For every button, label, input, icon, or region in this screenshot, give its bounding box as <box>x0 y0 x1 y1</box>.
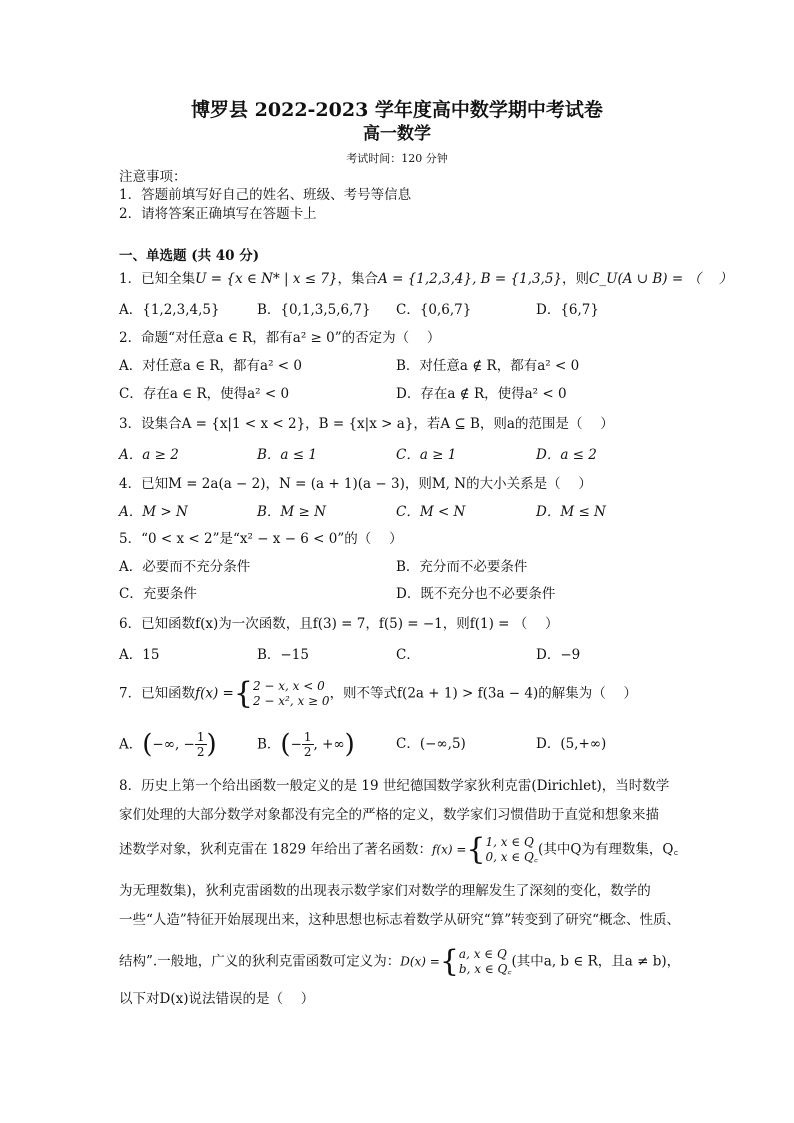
q7-stem-b: ，则不等式f(2a + 1) > f(3a − 4)的解集为（ ） <box>329 685 638 702</box>
question-8-line-2: 家们处理的大部分数学对象都没有完全的严格的定义，数学家们习惯借助于直觉和想象来描 <box>119 807 659 823</box>
q1-option-c: C．{0,6,7} <box>396 302 472 318</box>
question-1-stem <box>119 270 732 288</box>
q7-option-a <box>119 727 217 762</box>
q7-option-b-numerator: 1 <box>303 730 312 744</box>
question-8-line-4: 为无理数集)，狄利克雷函数的出现表示数学家们对数学的理解发生了深刻的变化，数学的 <box>119 883 651 899</box>
q8-d-cases <box>459 947 512 977</box>
q7-option-a-lparen: ( <box>142 729 153 760</box>
question-3-stem: 3．设集合A = {x|1 < x < 2}，B = {x|x > a}，若A ⊆ B，则a的范围是（ ） <box>119 416 614 432</box>
question-8-line-3 <box>119 832 678 867</box>
q5-option-d: D．既不充分也不必要条件 <box>396 586 556 602</box>
q8-cases <box>486 835 539 865</box>
q8-d-case-2: b, x ∈ Q꜀ <box>458 961 512 976</box>
q8-d-case-1: a, x ∈ Q <box>458 946 507 961</box>
question-7-stem <box>119 676 637 711</box>
q1-stem-c: ，则 <box>562 271 590 287</box>
q8-case-2: 0, x ∈ Q꜀ <box>485 849 539 864</box>
exam-title: 博罗县 2022-2023 学年度高中数学期中考试卷 <box>191 99 603 121</box>
q8-case-1: 1, x ∈ Q <box>485 834 534 849</box>
notice-item-2: 2．请将答案正确填写在答题卡上 <box>119 206 317 222</box>
q7-cases <box>253 679 330 709</box>
q3-option-a: A．a ≥ 2 <box>119 447 179 463</box>
q1-stem-b: ，集合 <box>337 271 379 287</box>
q2-option-c: C．存在a ∈ R，使得a² < 0 <box>119 386 290 402</box>
q1-expr: C_U(A ∪ B) = （ ） <box>589 271 733 287</box>
q8-fx: f(x) = <box>431 842 467 857</box>
exam-subtitle: 高一数学 <box>363 124 431 144</box>
q7-option-d: D．(5,+∞) <box>536 736 607 752</box>
notice-heading: 注意事项： <box>119 169 187 185</box>
q7-case-2: 2 − x², x ≥ 0 <box>252 693 330 708</box>
q7-option-a-fraction <box>195 730 207 759</box>
q1-option-a: A．{1,2,3,4,5} <box>119 302 220 318</box>
q8-line-6-a: 结构”.一般地，广义的狄利克雷函数可定义为： <box>119 953 401 970</box>
q1-stem-a: 1．已知全集 <box>119 271 196 287</box>
q7-option-a-rparen: ) <box>206 729 217 760</box>
q7-option-c: C．(−∞,5) <box>396 736 466 752</box>
q6-option-c: C． <box>396 647 420 663</box>
q7-case-1: 2 − x, x < 0 <box>252 678 325 693</box>
q7-option-b-denominator: 2 <box>303 745 312 759</box>
q1-sets-ab: A = {1,2,3,4}, B = {1,3,5} <box>378 271 563 287</box>
q5-option-a: A．必要而不充分条件 <box>119 559 251 575</box>
q8-d-brace: { <box>439 943 459 979</box>
q7-option-a-label: A． <box>119 736 143 753</box>
q2-option-a: A．对任意a ∈ R，都有a² < 0 <box>119 358 302 374</box>
question-6-stem: 6．已知函数f(x)为一次函数，且f(3) = 7，f(5) = −1，则f(1) = （ ） <box>119 616 559 632</box>
q2-option-b: B．对任意a ∉ R，都有a² < 0 <box>396 358 580 374</box>
q8-line-3-b: (其中Q为有理数集，Q꜀ <box>538 841 679 858</box>
q4-option-d: D．M ≤ N <box>536 504 606 520</box>
q8-line-3-a: 述数学对象，狄利克雷在 1829 年给出了著名函数： <box>119 841 432 858</box>
q7-option-b <box>257 727 355 762</box>
q1-option-b: B．{0,1,3,5,6,7} <box>257 302 371 318</box>
q8-brace: { <box>466 831 486 867</box>
q6-option-a: A．15 <box>119 647 160 663</box>
q5-option-c: C．充要条件 <box>119 586 197 602</box>
q7-option-b-fraction <box>302 730 314 759</box>
q3-option-b: B．a ≤ 1 <box>257 447 317 463</box>
q7-option-a-numerator: 1 <box>196 730 205 744</box>
q8-dx: D(x) = <box>400 954 440 969</box>
q1-option-d: D．{6,7} <box>536 302 599 318</box>
q7-brace: { <box>233 675 253 711</box>
question-2-stem: 2．命题“对任意a ∈ R，都有a² ≥ 0”的否定为（ ） <box>119 330 441 346</box>
q3-option-c: C．a ≥ 1 <box>396 447 457 463</box>
question-8-line-5: 一些“人造”特征开始展现出来，这种思想也标志着数学从研究“算”转变到了研究“概念、性质、 <box>119 912 681 928</box>
q4-option-c: C．M < N <box>396 504 466 520</box>
question-4-stem: 4．已知M = 2a(a − 2)，N = (a + 1)(a − 3)，则M, N的大小关系是（ ） <box>119 476 592 492</box>
q7-option-a-denominator: 2 <box>196 745 205 759</box>
q4-option-b: B．M ≥ N <box>257 504 326 520</box>
q7-fx: f(x) = <box>195 685 234 702</box>
q7-option-b-label: B． <box>257 736 281 753</box>
q8-line-6-b: (其中a, b ∈ R，且a ≠ b)， <box>511 953 681 970</box>
question-8-line-1: 8．历史上第一个给出函数一般定义的是 19 世纪德国数学家狄利克雷(Dirichlet)，当时数学 <box>119 778 670 794</box>
q7-option-b-rparen: ) <box>344 729 355 760</box>
q5-option-b: B．充分而不必要条件 <box>396 559 528 575</box>
notice-item-1: 1．答题前填写好自己的姓名、班级、考号等信息 <box>119 187 412 203</box>
q7-option-b-lparen: ( <box>280 729 291 760</box>
q1-set-u: U = {x ∈ N* | x ≤ 7} <box>195 271 338 287</box>
q2-option-d: D．存在a ∉ R，使得a² < 0 <box>396 386 567 402</box>
q3-option-d: D．a ≤ 2 <box>536 447 597 463</box>
q7-option-b-text: , +∞ <box>313 736 345 753</box>
q7-option-a-text: −∞, − <box>152 736 195 753</box>
q6-option-b: B．−15 <box>257 647 309 663</box>
question-5-stem: 5．“0 < x < 2”是“x² − x − 6 < 0”的（ ） <box>119 531 403 547</box>
question-8-line-6 <box>119 944 680 979</box>
q7-stem-a: 7．已知函数 <box>119 685 196 702</box>
q4-option-a: A．M > N <box>119 504 188 520</box>
q6-option-d: D．−9 <box>536 647 581 663</box>
question-8-line-7: 以下对D(x)说法错误的是（ ） <box>119 991 315 1007</box>
exam-time: 考试时间：120 分钟 <box>346 152 448 165</box>
q7-option-b-minus: − <box>290 736 302 753</box>
section-heading: 一、单选题 (共 40 分) <box>119 248 260 264</box>
